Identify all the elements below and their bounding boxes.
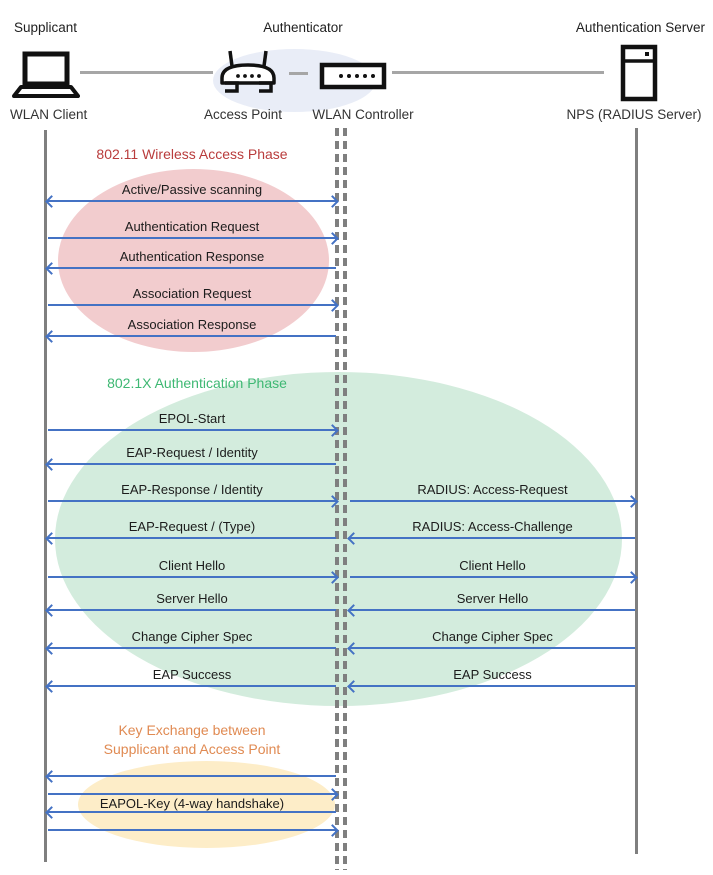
message-eap-request-identity xyxy=(48,444,336,461)
message-eap-request-type xyxy=(48,518,336,535)
message-eap-response-identity xyxy=(48,481,336,498)
role-authentication-server: Authentication Server xyxy=(575,20,705,35)
lifeline-radius-server xyxy=(635,128,638,854)
message-association-request xyxy=(48,285,336,302)
arrow-left xyxy=(48,685,336,687)
arrow-left xyxy=(48,463,336,465)
link-controller-to-server xyxy=(392,71,604,74)
message-active-passive-scanning xyxy=(48,181,336,198)
message-label: EAP-Request / Identity xyxy=(126,445,258,460)
arrow-left xyxy=(48,647,336,649)
eapol-key-label: EAPOL-Key (4-way handshake) xyxy=(99,796,285,811)
message-authentication-response xyxy=(48,248,336,265)
arrow-left xyxy=(350,685,635,687)
device-access-point: Access Point xyxy=(203,107,283,122)
link-client-to-ap xyxy=(80,71,213,74)
eapol-key-arrow-3-left xyxy=(48,811,336,813)
laptop-icon xyxy=(12,50,80,100)
message-label: EAP-Request / (Type) xyxy=(128,519,256,534)
message-client-hello-right xyxy=(350,557,635,574)
message-label: EAP-Response / Identity xyxy=(121,482,263,497)
arrow-both xyxy=(48,200,336,202)
message-label: EPOL-Start xyxy=(158,411,226,426)
access-point-icon xyxy=(217,50,279,96)
message-eap-success-left xyxy=(48,666,336,683)
role-supplicant: Supplicant xyxy=(14,20,78,35)
arrow-right xyxy=(48,304,336,306)
message-association-response xyxy=(48,316,336,333)
message-label: Active/Passive scanning xyxy=(121,182,263,197)
message-label: Change Cipher Spec xyxy=(131,629,253,644)
message-label: Server Hello xyxy=(456,591,529,606)
message-label: Client Hello xyxy=(459,558,526,573)
message-radius-access-challenge xyxy=(350,518,635,535)
message-change-cipher-spec-left xyxy=(48,628,336,645)
eapol-key-arrow-2-right xyxy=(48,793,336,795)
message-label: EAP Success xyxy=(152,667,232,682)
arrowhead-left-icon xyxy=(45,770,58,783)
message-label: Server Hello xyxy=(156,591,228,606)
arrow-left xyxy=(350,609,635,611)
message-authentication-request xyxy=(48,218,336,235)
message-label: RADIUS: Access-Challenge xyxy=(412,519,573,534)
phase3-title-line1: Key Exchange between xyxy=(118,722,266,738)
arrow-right xyxy=(48,237,336,239)
server-icon xyxy=(620,44,658,102)
arrow-right xyxy=(350,500,635,502)
arrow-left xyxy=(48,267,336,269)
eapol-key-arrow-1-left xyxy=(48,775,336,777)
arrow-left xyxy=(48,609,336,611)
lifeline-controller-right xyxy=(343,128,347,870)
message-label: Association Request xyxy=(132,286,252,301)
message-eap-success-right xyxy=(350,666,635,683)
role-authenticator: Authenticator xyxy=(263,20,343,35)
device-wlan-controller: WLAN Controller xyxy=(312,107,414,122)
message-label: Association Response xyxy=(127,317,257,332)
message-radius-access-request xyxy=(350,481,635,498)
message-server-hello-left xyxy=(48,590,336,607)
message-label: Client Hello xyxy=(158,558,226,573)
phase1-title: 802.11 Wireless Access Phase xyxy=(96,146,288,162)
arrow-left xyxy=(48,335,336,337)
eapol-key-arrow-4-right xyxy=(48,829,336,831)
arrow-left xyxy=(350,647,635,649)
arrow-right xyxy=(48,429,336,431)
message-epol-start xyxy=(48,410,336,427)
message-label: Authentication Response xyxy=(119,249,265,264)
message-client-hello-left xyxy=(48,557,336,574)
arrow-left xyxy=(350,537,635,539)
message-label: RADIUS: Access-Request xyxy=(417,482,568,497)
message-label: EAP Success xyxy=(453,667,532,682)
wlan-controller-icon xyxy=(319,62,387,90)
message-change-cipher-spec-right xyxy=(350,628,635,645)
lifeline-wlan-client xyxy=(44,130,47,862)
message-label: Change Cipher Spec xyxy=(432,629,553,644)
link-ap-to-controller xyxy=(289,72,308,75)
device-wlan-client: WLAN Client xyxy=(10,107,88,122)
arrow-left xyxy=(48,537,336,539)
phase3-title-line2: Supplicant and Access Point xyxy=(103,741,281,757)
arrow-right xyxy=(48,500,336,502)
device-nps-radius-server: NPS (RADIUS Server) xyxy=(566,107,702,122)
arrow-right xyxy=(350,576,635,578)
message-server-hello-right xyxy=(350,590,635,607)
phase2-title: 802.1X Authentication Phase xyxy=(107,375,287,391)
message-label: Authentication Request xyxy=(124,219,260,234)
arrow-right xyxy=(48,576,336,578)
